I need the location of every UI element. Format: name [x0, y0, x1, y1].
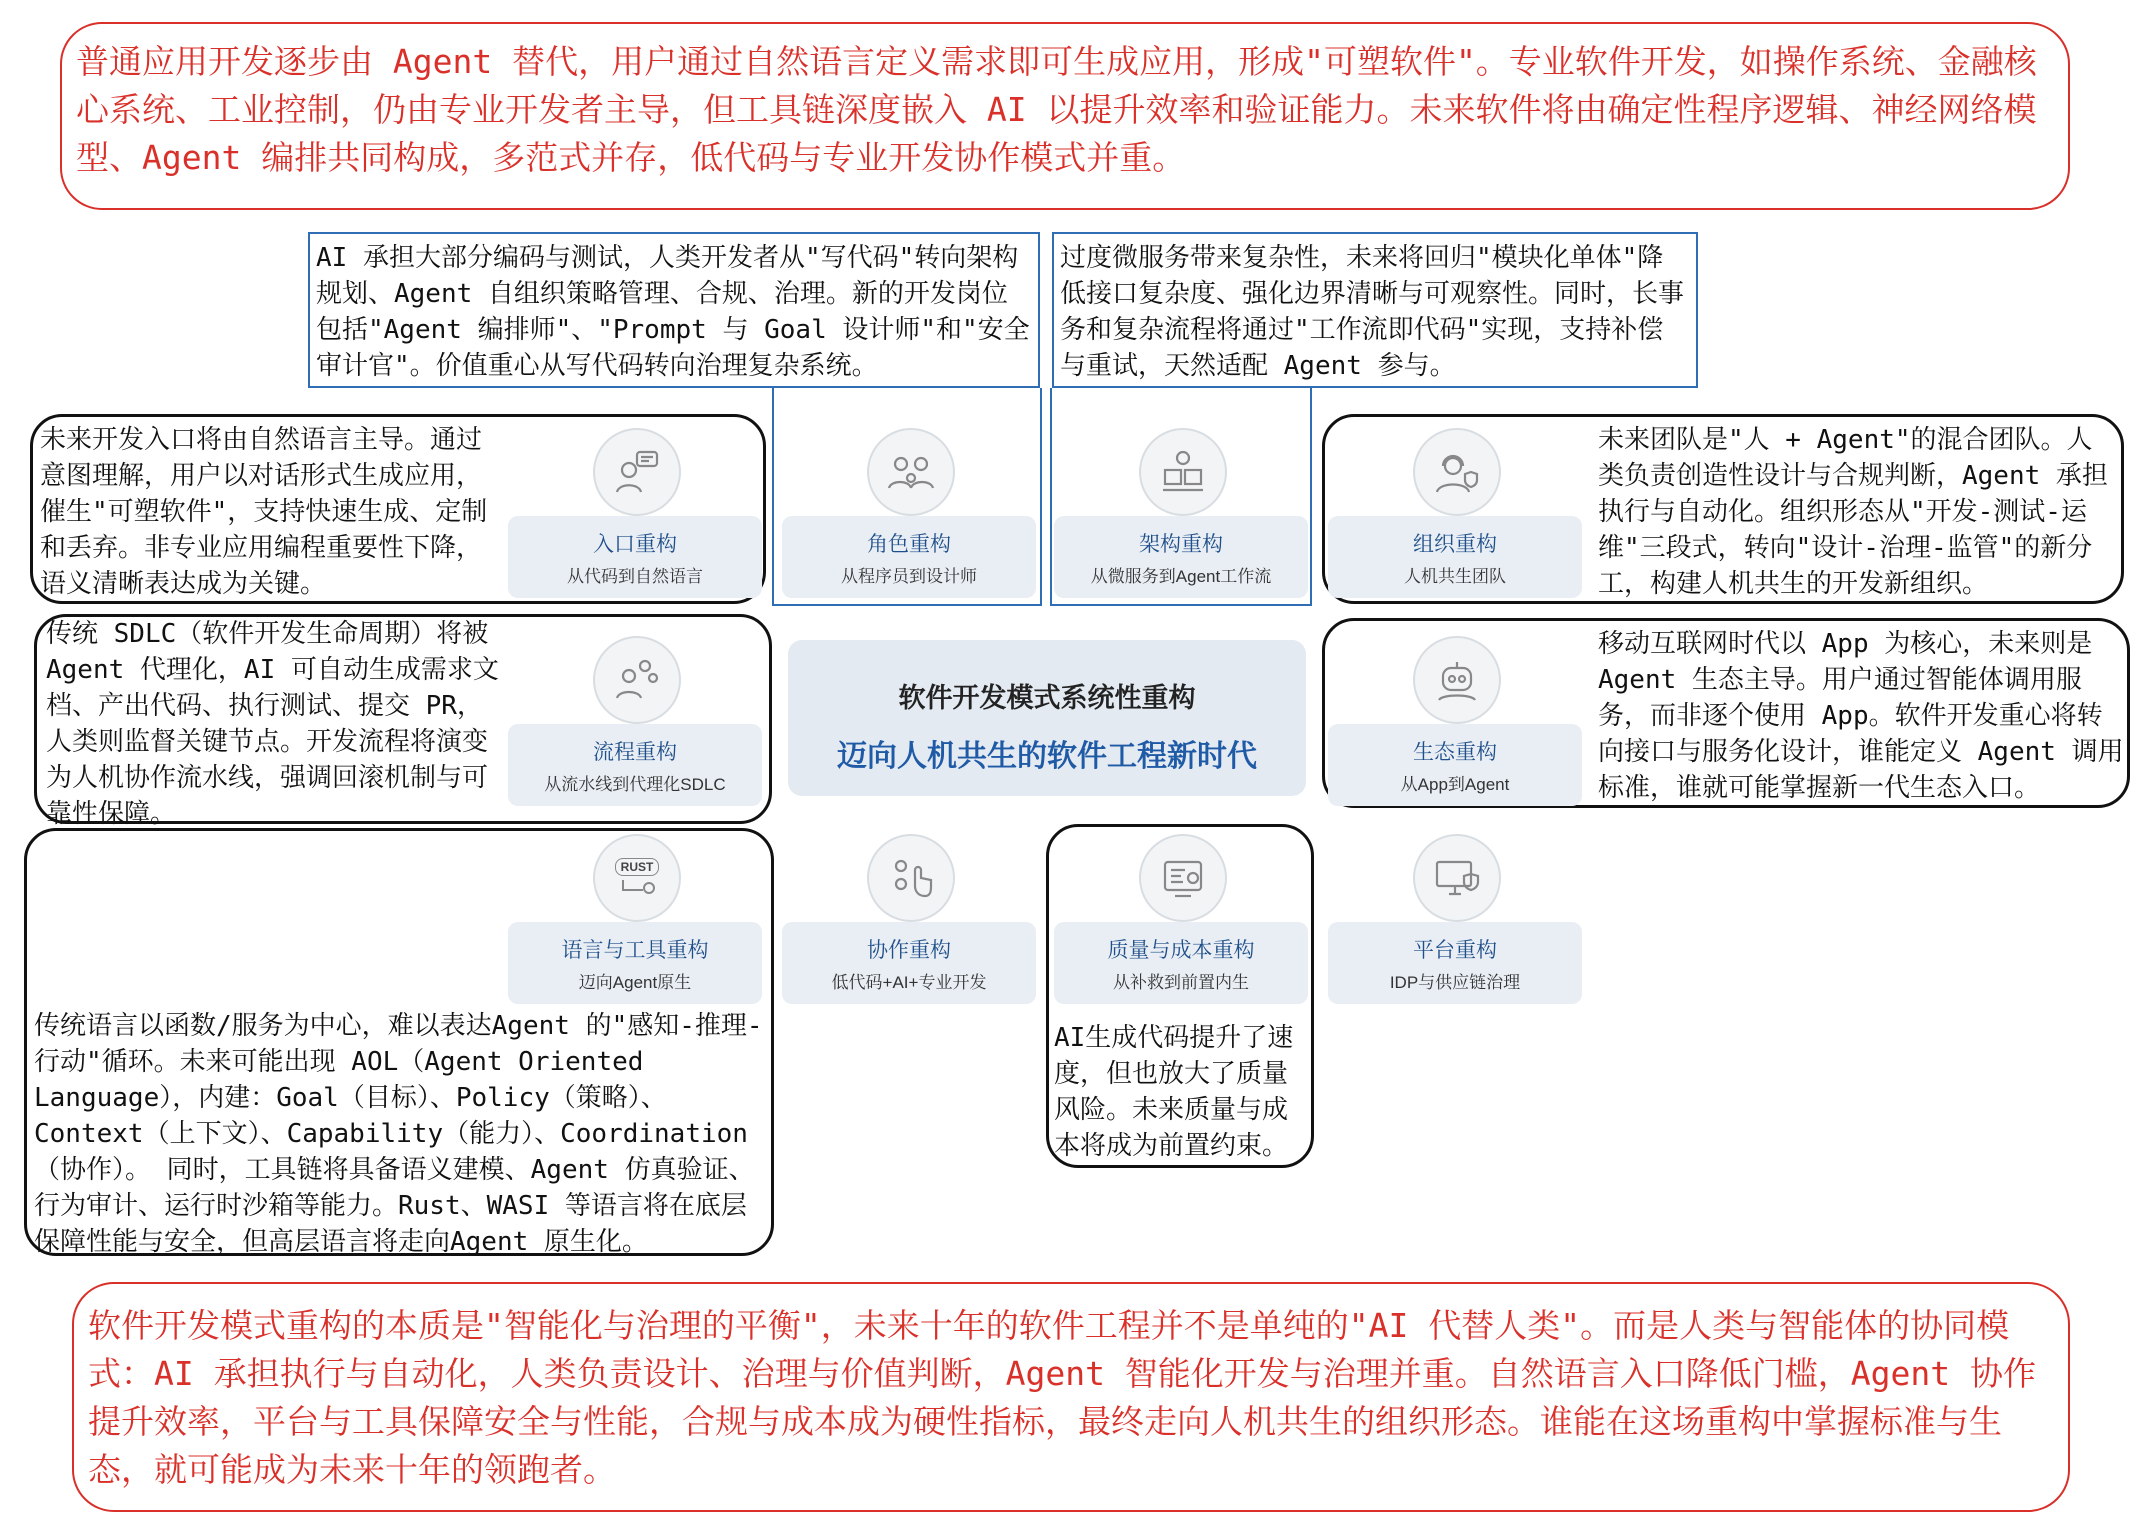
entry-note — [40, 422, 496, 602]
quality-note — [1054, 1020, 1310, 1164]
monitor-shield-icon — [1413, 834, 1501, 922]
center-hub — [788, 640, 1306, 796]
process-title: 流程重构 — [593, 741, 677, 764]
entry-note-text: 未来开发入口将由自然语言主导。通过意图理解，用户以对话形式生成应用，催生"可塑软件"，支持快速生成、定制和丢弃。非专业应用编程重要性下降，语义清晰表达成为关键。 — [40, 425, 488, 599]
person-gears-icon — [593, 636, 681, 724]
chat-person-icon — [593, 428, 681, 516]
architecture-note-box — [1052, 232, 1698, 388]
entry-label — [508, 516, 762, 598]
language-label — [508, 922, 762, 1004]
organization-note — [1598, 422, 2114, 602]
bottom-summary-text: 软件开发模式重构的本质是"智能化与治理的平衡"，未来十年的软件工程并不是单纯的"AI 代替人类"。而是人类与智能体的协同模式：AI 承担执行与自动化，人类负责设计、治理与价值判断，Agent 智能化开发与治理并重。自然语言入口降低门槛，Agent 协作提升效率，平台与工具保障安全与性能，合规与成本成为硬性指标，最终走向人机共生的组织形态。谁能在这场重构中掌握标准与生态，就可能成为未来十年的领跑者。 — [88, 1306, 2037, 1489]
platform-subtitle: IDP与供应链治理 — [1389, 973, 1521, 992]
bottom-summary-note — [72, 1282, 2070, 1512]
people-gear-icon — [867, 428, 955, 516]
entry-title: 入口重构 — [593, 533, 677, 556]
organization-note-text: 未来团队是"人 + Agent"的混合团队。人类负责创造性设计与合规判断，Agent 承担执行与自动化。组织形态从"开发-测试-运维"三段式，转向"设计-治理-监管"的新分工，构建人机共生的开发新组织。 — [1598, 425, 2108, 599]
invoice-icon — [1139, 834, 1227, 922]
organization-label — [1328, 516, 1582, 598]
headset-shield-icon — [1413, 428, 1501, 516]
role-label — [782, 516, 1036, 598]
robot-icon — [1413, 636, 1501, 724]
language-note — [34, 1008, 766, 1260]
collaboration-title: 协作重构 — [867, 939, 951, 962]
process-note-text: 传统 SDLC（软件开发生命周期）将被 Agent 代理化，AI 可自动生成需求文档、产出代码、执行测试、提交 PR，人类则监督关键节点。开发流程将演变为人机协作流水线，强调回滚机制与可靠性保障。 — [46, 619, 499, 829]
architecture-note-text: 过度微服务带来复杂性，未来将回归"模块化单体"降低接口复杂度、强化边界清晰与可观察性。同时，长事务和复杂流程将通过"工作流即代码"实现，支持补偿与重试，天然适配 Agent 参与。 — [1060, 243, 1685, 381]
quality-subtitle: 从补救到前置内生 — [1113, 973, 1249, 992]
role-title: 角色重构 — [867, 533, 951, 556]
collaboration-label — [782, 922, 1036, 1004]
node-quality — [1054, 834, 1308, 1006]
process-subtitle: 从流水线到代理化SDLC — [544, 775, 726, 794]
role-note-box — [308, 232, 1040, 388]
rust-badge: RUST — [615, 858, 660, 876]
collaboration-subtitle: 低代码+AI+专业开发 — [831, 973, 987, 992]
node-ecosystem — [1328, 636, 1582, 808]
ecosystem-subtitle: 从App到Agent — [1400, 775, 1510, 794]
node-role — [782, 428, 1036, 600]
ecosystem-note — [1598, 626, 2126, 806]
top-summary-note — [60, 22, 2070, 210]
ecosystem-title: 生态重构 — [1413, 741, 1497, 764]
platform-label — [1328, 922, 1582, 1004]
architecture-label — [1054, 516, 1308, 598]
platform-title: 平台重构 — [1413, 939, 1497, 962]
language-subtitle: 迈向Agent原生 — [578, 973, 692, 992]
node-collaboration — [782, 834, 1036, 1006]
node-language — [508, 834, 762, 1006]
ecosystem-label — [1328, 724, 1582, 806]
entry-subtitle: 从代码到自然语言 — [567, 567, 703, 586]
node-entry — [508, 428, 762, 600]
process-label — [508, 724, 762, 806]
language-title: 语言与工具重构 — [561, 939, 709, 962]
touch-gears-icon — [867, 834, 955, 922]
node-architecture — [1054, 428, 1308, 600]
rust-gear-icon — [593, 834, 681, 922]
process-note — [46, 616, 502, 832]
node-organization — [1328, 428, 1582, 600]
center-title: 软件开发模式系统性重构 — [898, 683, 1196, 713]
architecture-title: 架构重构 — [1139, 533, 1223, 556]
boxes-gear-icon — [1139, 428, 1227, 516]
organization-title: 组织重构 — [1413, 533, 1497, 556]
quality-title: 质量与成本重构 — [1107, 939, 1255, 962]
center-subtitle: 迈向人机共生的软件工程新时代 — [837, 740, 1257, 773]
node-process — [508, 636, 762, 808]
architecture-subtitle: 从微服务到Agent工作流 — [1090, 567, 1272, 586]
top-summary-text: 普通应用开发逐步由 Agent 替代，用户通过自然语言定义需求即可生成应用，形成"可塑软件"。专业软件开发，如操作系统、金融核心系统、工业控制，仍由专业开发者主导，但工具链深度嵌入 AI 以提升效率和验证能力。未来软件将由确定性程序逻辑、神经网络模型、Agent 编排共同构成，多范式并存，低代码与专业开发协作模式并重。 — [76, 42, 2037, 177]
role-note-text: AI 承担大部分编码与测试，人类开发者从"写代码"转向架构规划、Agent 自组织策略管理、合规、治理。新的开发岗位包括"Agent 编排师"、"Prompt 与 Goal 设计师"和"安全审计官"。价值重心从写代码转向治理复杂系统。 — [316, 243, 1030, 381]
quality-note-text: AI生成代码提升了速度，但也放大了质量风险。未来质量与成本将成为前置约束。 — [1054, 1023, 1294, 1161]
quality-label — [1054, 922, 1308, 1004]
role-subtitle: 从程序员到设计师 — [841, 567, 977, 586]
language-note-text: 传统语言以函数/服务为中心，难以表达Agent 的"感知-推理-行动"循环。未来可能出现 AOL（Agent Oriented Language），内建：Goal（目标）、Policy（策略）、Context（上下文）、Capability（能力）、Coordination（协作）。 同时，工具链将具备语义建模、Agent 仿真验证、行为审计、运行时沙箱等能力。Rust、WASI 等语言将在底层保障性能与安全，但高层语言将走向Agent 原生化。 — [34, 1011, 763, 1257]
ecosystem-note-text: 移动互联网时代以 App 为核心，未来则是 Agent 生态主导。用户通过智能体调用服务，而非逐个使用 App。软件开发重心将转向接口与服务化设计，谁能定义 Agent 调用标准，谁就可能掌握新一代生态入口。 — [1598, 629, 2124, 803]
node-platform — [1328, 834, 1582, 1006]
organization-subtitle: 人机共生团队 — [1404, 567, 1506, 586]
